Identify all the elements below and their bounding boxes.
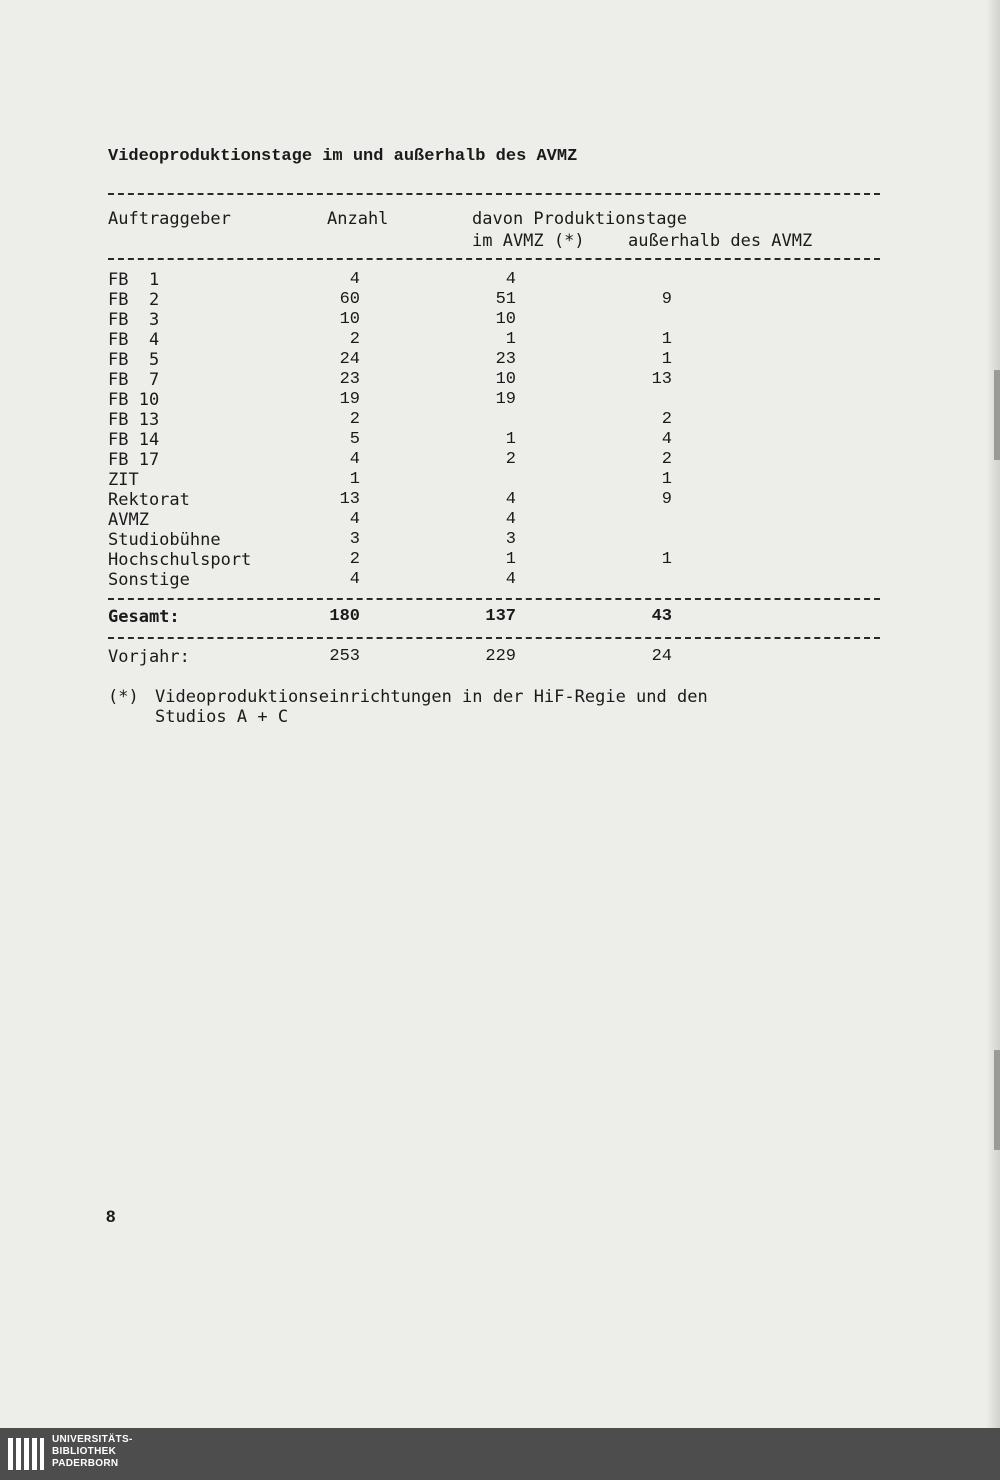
table-row <box>0 550 1000 570</box>
row-auftraggeber: FB 17 <box>108 450 160 470</box>
row-im-avmz: 3 <box>505 530 516 549</box>
row-auftraggeber: Sonstige <box>108 570 190 590</box>
row-anzahl: 4 <box>349 270 360 289</box>
binder-tab <box>994 1050 1000 1150</box>
row-auftraggeber: Rektorat <box>108 490 190 510</box>
table-row <box>0 410 1000 430</box>
row-ausserhalb: 2 <box>661 410 672 429</box>
row-im-avmz: 4 <box>505 570 516 589</box>
row-im-avmz: 4 <box>505 270 516 289</box>
header-auftraggeber: Auftraggeber <box>108 209 231 229</box>
row-anzahl: 1 <box>349 470 360 489</box>
row-anzahl: 13 <box>339 490 360 509</box>
row-im-avmz: 2 <box>505 450 516 469</box>
table-row <box>0 270 1000 290</box>
footnote-marker: (*) <box>108 687 139 707</box>
row-auftraggeber: AVMZ <box>108 510 149 530</box>
table-row <box>0 290 1000 310</box>
dashed-rule <box>108 598 880 600</box>
table-row <box>0 450 1000 470</box>
table-row <box>0 390 1000 410</box>
row-ausserhalb: 1 <box>661 350 672 369</box>
row-ausserhalb: 9 <box>661 490 672 509</box>
library-footer <box>0 1428 1000 1480</box>
row-auftraggeber: FB 5 <box>108 350 160 370</box>
table-row <box>0 330 1000 350</box>
row-im-avmz: 1 <box>505 330 516 349</box>
library-name <box>52 1434 133 1470</box>
row-ausserhalb: 1 <box>661 550 672 569</box>
row-ausserhalb: 4 <box>661 430 672 449</box>
row-ausserhalb: 2 <box>661 450 672 469</box>
table-row <box>0 350 1000 370</box>
page-edge-shadow <box>986 0 1000 1428</box>
row-im-avmz: 19 <box>495 390 516 409</box>
row-im-avmz: 10 <box>495 370 516 389</box>
row-anzahl: 10 <box>339 310 360 329</box>
table-row <box>0 530 1000 550</box>
row-auftraggeber: Studiobühne <box>108 530 221 550</box>
total-ausserhalb: 43 <box>651 607 672 626</box>
document-title: Videoproduktionstage im und außerhalb des AVMZ <box>108 147 578 166</box>
table-row <box>0 510 1000 530</box>
footnote-line1: Videoproduktionseinrichtungen in der HiF-Regie und den <box>155 687 708 707</box>
table-row <box>0 490 1000 510</box>
row-ausserhalb: 1 <box>661 330 672 349</box>
row-auftraggeber: FB 4 <box>108 330 160 350</box>
header-davon: davon Produktionstage <box>472 209 687 229</box>
header-ausserhalb: außerhalb des AVMZ <box>628 231 813 251</box>
total-anzahl: 180 <box>329 607 360 626</box>
header-im-avmz: im AVMZ (*) <box>472 231 585 251</box>
previous-im: 229 <box>485 647 516 666</box>
row-auftraggeber: FB 7 <box>108 370 160 390</box>
row-im-avmz: 4 <box>505 510 516 529</box>
previous-anzahl: 253 <box>329 647 360 666</box>
row-anzahl: 60 <box>339 290 360 309</box>
footnote-line2: Studios A + C <box>155 707 289 727</box>
row-im-avmz: 1 <box>505 550 516 569</box>
row-anzahl: 5 <box>349 430 360 449</box>
library-name-line2: BIBLIOTHEK <box>52 1446 117 1457</box>
row-anzahl: 23 <box>339 370 360 389</box>
row-anzahl: 2 <box>349 330 360 349</box>
table-row-total <box>0 607 1000 627</box>
row-anzahl: 19 <box>339 390 360 409</box>
row-anzahl: 3 <box>349 530 360 549</box>
row-im-avmz: 4 <box>505 490 516 509</box>
table-row <box>0 310 1000 330</box>
dashed-rule <box>108 193 880 195</box>
total-im: 137 <box>485 607 516 626</box>
row-auftraggeber: FB 1 <box>108 270 160 290</box>
table-row <box>0 470 1000 490</box>
table-row <box>0 370 1000 390</box>
previous-label: Vorjahr: <box>108 647 190 667</box>
row-auftraggeber: FB 13 <box>108 410 160 430</box>
row-anzahl: 2 <box>349 550 360 569</box>
library-name-line3: PADERBORN <box>52 1458 119 1469</box>
table-row <box>0 570 1000 590</box>
total-label: Gesamt: <box>108 607 180 627</box>
row-im-avmz: 23 <box>495 350 516 369</box>
page-number: 8 <box>106 1207 116 1226</box>
table-row-previous <box>0 647 1000 667</box>
row-auftraggeber: FB 3 <box>108 310 160 330</box>
row-anzahl: 4 <box>349 510 360 529</box>
table-row <box>0 430 1000 450</box>
row-im-avmz: 1 <box>505 430 516 449</box>
row-anzahl: 4 <box>349 570 360 589</box>
library-logo-icon <box>6 1434 46 1474</box>
previous-ausserhalb: 24 <box>651 647 672 666</box>
dashed-rule <box>108 637 880 639</box>
dashed-rule <box>108 258 880 260</box>
library-name-line1: UNIVERSITÄTS- <box>52 1434 133 1445</box>
row-auftraggeber: FB 10 <box>108 390 160 410</box>
row-im-avmz: 51 <box>495 290 516 309</box>
row-auftraggeber: FB 2 <box>108 290 160 310</box>
row-anzahl: 2 <box>349 410 360 429</box>
header-anzahl: Anzahl <box>327 209 389 229</box>
row-auftraggeber: FB 14 <box>108 430 160 450</box>
row-ausserhalb: 9 <box>661 290 672 309</box>
row-auftraggeber: Hochschulsport <box>108 550 252 570</box>
row-ausserhalb: 1 <box>661 470 672 489</box>
row-ausserhalb: 13 <box>651 370 672 389</box>
row-auftraggeber: ZIT <box>108 470 139 490</box>
row-im-avmz: 10 <box>495 310 516 329</box>
row-anzahl: 24 <box>339 350 360 369</box>
row-anzahl: 4 <box>349 450 360 469</box>
